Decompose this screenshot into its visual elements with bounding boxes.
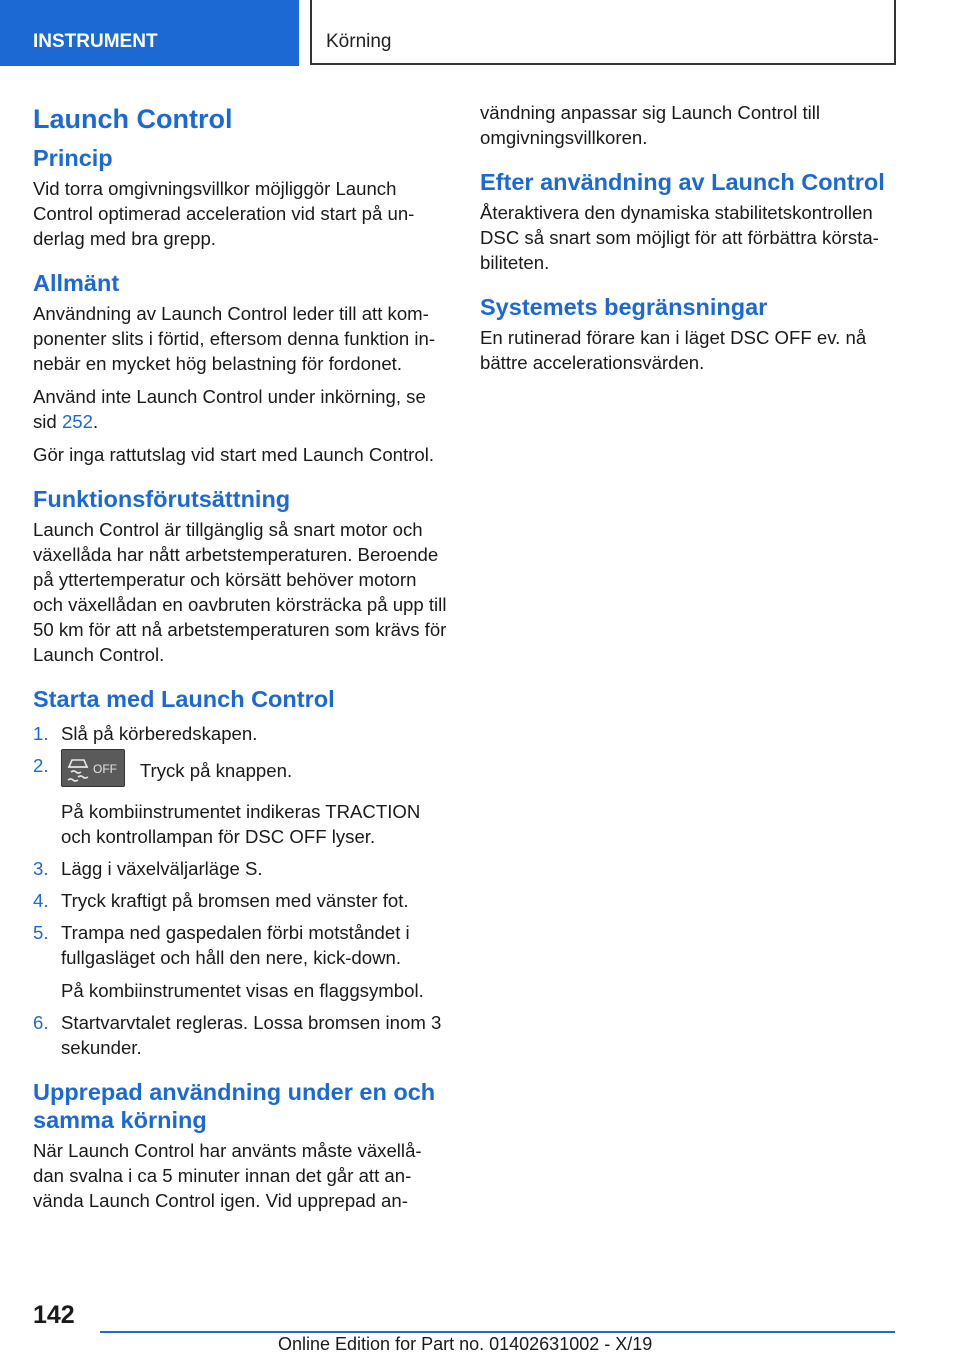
edition-text: Online Edition for Part no. 01402631002 - X/19 xyxy=(278,1334,653,1354)
heading-start: Starta med Launch Control xyxy=(33,686,335,712)
step-item: 1. Slå på körberedskapen. xyxy=(33,723,258,744)
continued-text: vändning anpassar sig Launch Control till omgivningsvillkoren. xyxy=(480,102,821,148)
heading-limits: Systemets begränsningar xyxy=(480,294,768,320)
svg-text:OFF: OFF xyxy=(93,762,117,776)
heading-general: Allmänt xyxy=(33,270,120,296)
dsc-off-icon xyxy=(61,749,125,787)
page-title: Launch Control xyxy=(33,104,233,134)
step-item: 6. Startvarvtalet regleras. Lossa bromsen inom 3 sekunder. xyxy=(33,1012,442,1058)
section-tab[interactable]: INSTRUMENT xyxy=(0,0,299,66)
step-item: 4. Tryck kraftigt på bromsen med vänster fot. xyxy=(33,890,409,911)
left-column xyxy=(33,100,451,1213)
step-item: 5. Trampa ned gaspedalen förbi motståndet i fullgasläget och håll den nere, kick-down. På kombiinstrumentet visas en flaggsymbol. xyxy=(33,922,424,1001)
requirements-text: Launch Control är tillgänglig så snart motor och växellåda har nått arbetstemperaturen. Beroende på yttertemperatur och körsätt behöver motorn och växellådan en oavbruten körsträcka på upp till 50 km för att nå arbetstemperaturen som krävs för Launch Control. xyxy=(33,519,447,665)
limits-text: En rutinerad förare kan i läget DSC OFF ev. nå bättre accelerationsvärden. xyxy=(480,327,867,373)
page-number: 142 xyxy=(33,1301,75,1329)
heading-principle: Princip xyxy=(33,145,113,171)
principle-text: Vid torra omgivningsvillkor möjliggör Launch Control optimerad acceleration vid start på un-derlag med bra grepp. xyxy=(33,178,415,249)
page-link-252[interactable]: 252 xyxy=(61,411,93,432)
general-text-1: Användning av Launch Control leder till att kom-ponenter slits i förtid, eftersom denna funktion in-nebär en mycket hög belastning för fordonet. xyxy=(33,303,436,374)
right-column xyxy=(480,100,898,375)
heading-requirements: Funktionsförutsättning xyxy=(33,486,291,512)
footer-divider xyxy=(100,1331,895,1333)
page-header xyxy=(0,0,960,66)
step-item: 2. OFF Tryck på knappen. På kombiinstrumentet indikeras TRACTION och kontrollampan för DSC OFF lyser. xyxy=(33,753,451,849)
chapter-title: Körning xyxy=(310,0,896,65)
step-item: 3. Lägg i växelväljarläge S. xyxy=(33,858,263,879)
after-use-text: Återaktivera den dynamiska stabilitetskontrollen DSC så snart som möjligt för att förbättra körsta-biliteten. xyxy=(480,202,879,273)
heading-after-use: Efter användning av Launch Control xyxy=(480,169,885,195)
repeat-text: När Launch Control har använts måste växellå-dan svalna i ca 5 minuter innan det går att an-vända Launch Control igen. Vid upprepad an- xyxy=(33,1140,422,1211)
general-text-2: Använd inte Launch Control under inkörning, se sid 252. xyxy=(33,386,426,432)
heading-repeat: Upprepad användning under en och samma körning xyxy=(33,1079,436,1133)
general-text-3: Gör inga rattutslag vid start med Launch Control. xyxy=(33,444,435,465)
start-steps xyxy=(33,721,451,1060)
